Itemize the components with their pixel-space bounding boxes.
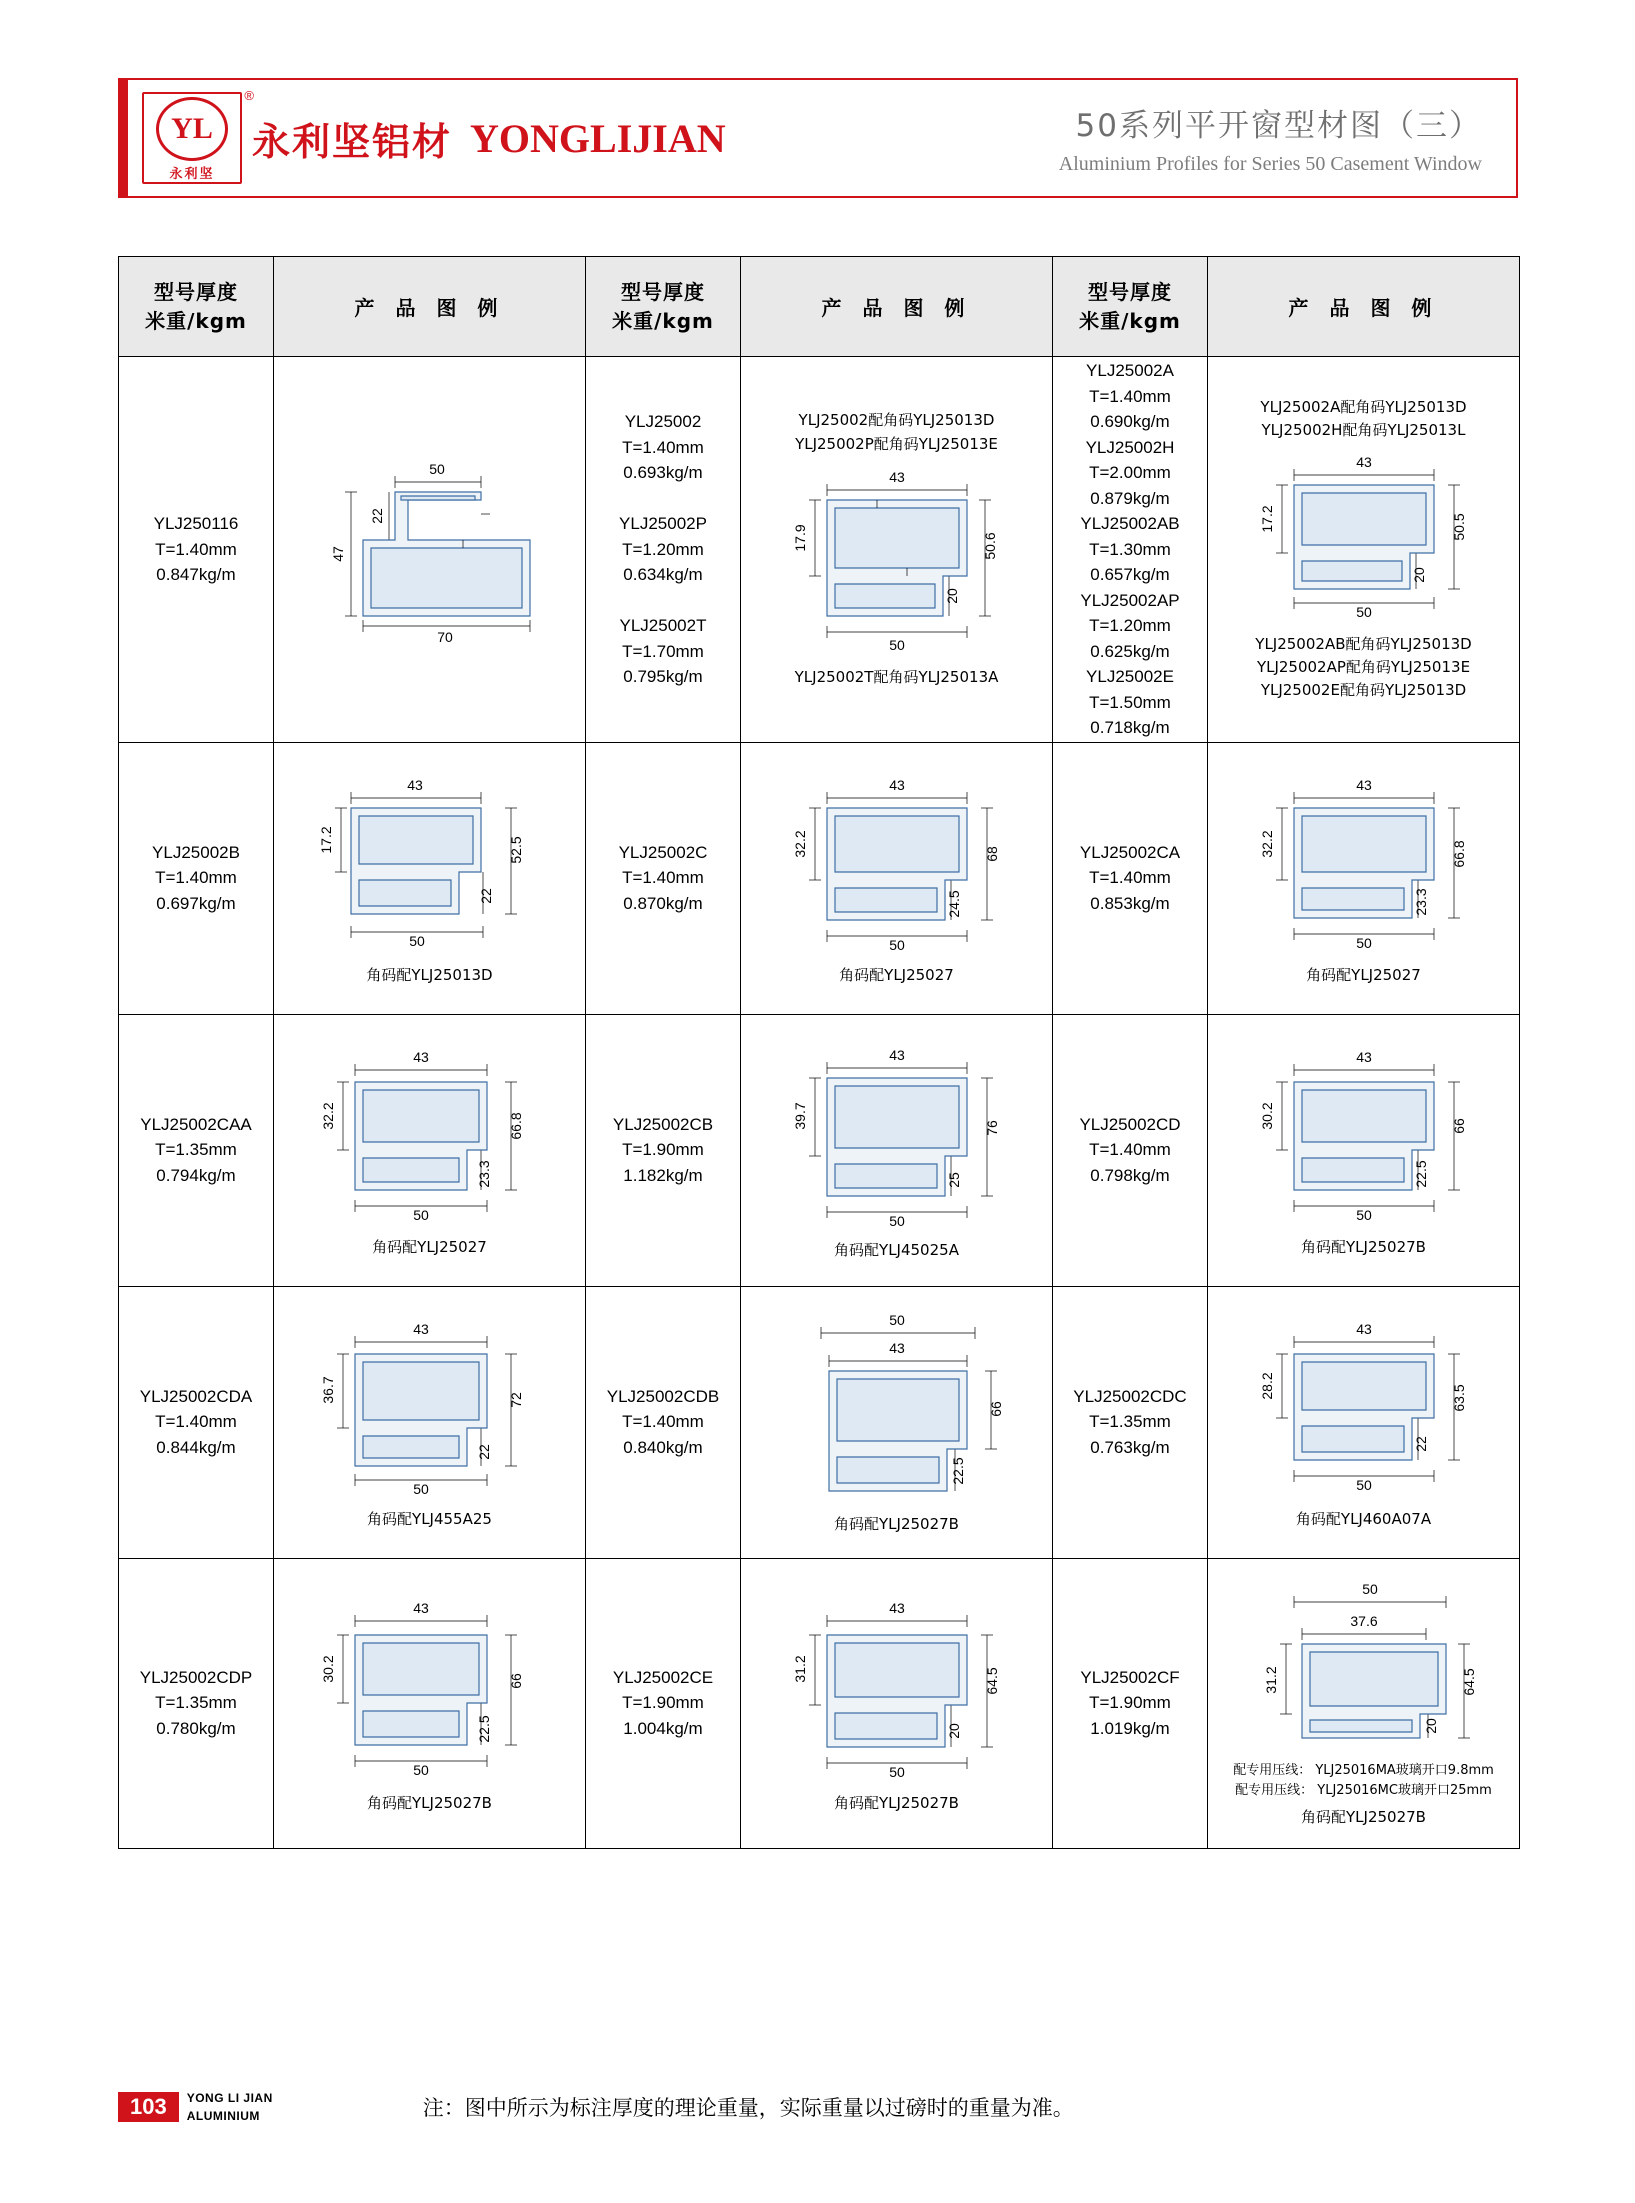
dimension-label: 70 [436,629,453,646]
dimension-label: 52.5 [507,836,524,864]
profile-figure [274,742,586,1014]
dimension-label: 43 [888,1340,905,1357]
column-header-spec: 型号厚度 米重/kgm [586,257,741,357]
dimension-label: 47 [329,546,346,563]
dimension-label: 22 [368,508,385,525]
profile-figure [741,1286,1053,1558]
column-header-spec: 型号厚度 米重/kgm [119,257,274,357]
page-header [118,78,1518,198]
dimension-label: 17.2 [317,826,334,854]
dimension-label: 66 [507,1673,524,1689]
profile-table [118,256,1520,1849]
table-header-row [119,257,1520,357]
column-header-figure: 产 品 图 例 [741,257,1053,357]
page-title: 50系列平开窗型材图（三） [1075,108,1482,144]
dimension-label: 50 [408,933,425,950]
fitting-note: YLJ25002T配角码YLJ25013A [794,667,999,686]
page-subtitle: Aluminium Profiles for Series 50 Casement Window [1058,153,1482,175]
profile-figure [274,1014,586,1286]
dimension-label: 43 [412,1321,429,1338]
profile-spec: YLJ25002B T=1.40mm 0.697kg/m [119,742,274,1014]
dimension-label: 43 [888,1046,905,1063]
fitting-note: 角码配YLJ25027B [834,1515,959,1534]
profile-spec: YLJ25002CD T=1.40mm 0.798kg/m [1053,1014,1208,1286]
fitting-note: 角码配YLJ25027 [372,1238,487,1257]
dimension-label: 39.7 [791,1102,808,1130]
footer-brand-line1: YONG LI JIAN [186,2091,273,2106]
profile-spec: YLJ25002CDA T=1.40mm 0.844kg/m [119,1286,274,1558]
profile-figure [741,1014,1053,1286]
profile-figure [274,1286,586,1558]
dimension-label: 50 [412,1761,429,1778]
profile-figure [274,357,586,743]
profile-spec: YLJ25002CE T=1.90mm 1.004kg/m [586,1558,741,1848]
logo-caption: 永利坚 [169,166,215,181]
profile-figure [741,357,1053,743]
profile-figure [1208,1558,1520,1848]
profile-spec: YLJ25002CDP T=1.35mm 0.780kg/m [119,1558,274,1848]
fitting-note: 角码配YLJ25027 [839,966,954,985]
dimension-label: 43 [412,1599,429,1616]
profile-figure [1208,1286,1520,1558]
dimension-label: 50 [888,1312,905,1329]
table-row [119,742,1520,1014]
dimension-label: 17.9 [791,524,808,552]
profile-spec: YLJ25002 T=1.40mm 0.693kg/m YLJ25002P T=1.20mm 0.634kg/m YLJ25002T T=1.70mm 0.795kg/m [586,357,741,743]
fitting-note: 角码配YLJ25027 [1306,966,1421,985]
profile-spec: YLJ25002C T=1.40mm 0.870kg/m [586,742,741,1014]
logo-monogram: YL [156,97,228,161]
fitting-note: 角码配YLJ460A07A [1295,1510,1432,1529]
profile-spec: YLJ25002CDC T=1.35mm 0.763kg/m [1053,1286,1208,1558]
profile-spec: YLJ25002CA T=1.40mm 0.853kg/m [1053,742,1208,1014]
dimension-label: 28.2 [1258,1372,1275,1400]
profile-figure [1208,742,1520,1014]
dimension-label: 17.2 [1258,505,1275,533]
dimension-label: 50 [888,636,905,653]
dimension-label: 24.5 [945,890,962,918]
dimension-label: 32.2 [1258,830,1275,858]
company-logo [142,88,254,184]
dimension-label: 43 [1355,777,1372,794]
footer-note: 注：图中所示为标注厚度的理论重量，实际重量以过磅时的重量为准。 [422,2096,1074,2120]
profile-figure [741,742,1053,1014]
column-header-spec: 型号厚度 米重/kgm [1053,257,1208,357]
dimension-label: 50 [412,1207,429,1224]
profile-spec: YLJ25002A T=1.40mm 0.690kg/m YLJ25002H T=2.00mm 0.879kg/m YLJ25002AB T=1.30mm 0.657kg/m YLJ25002AP T=1.20mm 0.625kg/m YLJ25002E T=1.50mm 0.718kg/m [1053,357,1208,743]
fitting-note: 角码配YLJ25013D [366,966,493,985]
dimension-label: 43 [412,1049,429,1066]
dimension-label: 50 [888,1212,905,1229]
registered-mark-icon: ® [244,88,254,103]
fitting-note: 角码配YLJ45025A [834,1240,959,1259]
dimension-label: 68 [983,846,1000,863]
glazing-note: 配专用压线： YLJ25016MA玻璃开口9.8mm 配专用压线： YLJ25016MC玻璃开口25mm [1233,1763,1494,1798]
dimension-label: 22.5 [475,1715,492,1743]
column-header-figure: 产 品 图 例 [1208,257,1520,357]
dimension-label: 66 [987,1401,1004,1418]
dimension-label: 30.2 [319,1655,336,1683]
brand-name-cn: 永利坚铝材 [252,119,453,164]
dimension-label: 50 [888,1763,905,1780]
dimension-label: 43 [888,777,905,794]
page-footer [118,2085,1518,2129]
dimension-label: 23.3 [475,1160,492,1188]
dimension-label: 20 [1410,566,1427,583]
profile-spec: YLJ25002CDB T=1.40mm 0.840kg/m [586,1286,741,1558]
header-accent-bar [118,80,128,196]
dimension-label: 64.5 [1460,1668,1477,1696]
page-number: 103 [118,2092,179,2122]
dimension-label: 43 [888,468,905,485]
fitting-note: YLJ25002AB配角码YLJ25013D YLJ25002AP配角码YLJ25013E YLJ25002E配角码YLJ25013D [1255,634,1472,700]
dimension-label: 22 [475,1444,492,1461]
dimension-label: 50 [428,461,445,478]
fitting-note: 角码配YLJ25027B [834,1793,959,1812]
profile-spec: YLJ25002CF T=1.90mm 1.019kg/m [1053,1558,1208,1848]
dimension-label: 50 [1355,1207,1372,1224]
dimension-label: 20 [1422,1718,1439,1735]
dimension-label: 72 [507,1392,524,1409]
profile-figure [741,1558,1053,1848]
profile-figure [274,1558,586,1848]
dimension-label: 50 [1355,603,1372,620]
fitting-note: 角码配YLJ25027B [1301,1808,1426,1827]
dimension-label: 43 [1355,1049,1372,1066]
dimension-label: 23.3 [1412,888,1429,916]
profile-spec: YLJ250116 T=1.40mm 0.847kg/m [119,357,274,743]
footer-brand-line2: ALUMINIUM [186,2109,260,2123]
dimension-label: 22.5 [949,1457,966,1485]
dimension-label: 20 [943,588,960,604]
dimension-label: 32.2 [319,1102,336,1130]
footer-brand [187,2089,273,2124]
dimension-label: 50 [1355,935,1372,952]
dimension-label: 63.5 [1450,1384,1467,1412]
dimension-label: 22 [477,888,494,905]
dimension-label: 43 [888,1599,905,1616]
profile-spec: YLJ25002CAA T=1.35mm 0.794kg/m [119,1014,274,1286]
dimension-label: 50.5 [1450,513,1467,541]
dimension-label: 30.2 [1258,1102,1275,1130]
table-row [119,1014,1520,1286]
dimension-label: 43 [1355,453,1372,470]
fitting-note: YLJ25002A配角码YLJ25013D YLJ25002H配角码YLJ25013L [1260,398,1467,440]
dimension-label: 20 [945,1723,962,1739]
profile-figure [1208,1014,1520,1286]
dimension-label: 36.7 [319,1376,336,1404]
dimension-label: 66.8 [1450,840,1467,868]
dimension-label: 32.2 [791,830,808,858]
fitting-note: 角码配YLJ25027B [367,1793,492,1812]
brand-name-en: YONGLIJIAN [470,115,726,161]
dimension-label: 76 [983,1120,1000,1136]
dimension-label: 64.5 [983,1667,1000,1695]
fitting-note: 角码配YLJ25027B [1301,1238,1426,1257]
dimension-label: 66.8 [507,1112,524,1140]
profile-figure [1208,357,1520,743]
profile-spec: YLJ25002CB T=1.90mm 1.182kg/m [586,1014,741,1286]
fitting-note: YLJ25002配角码YLJ25013D YLJ25002P配角码YLJ25013E [795,411,998,453]
table-row [119,1558,1520,1848]
dimension-label: 31.2 [1262,1666,1279,1694]
fitting-note: 角码配YLJ455A25 [367,1510,492,1529]
header-title-block [1059,100,1516,176]
dimension-label: 50.6 [981,532,998,560]
dimension-label: 31.2 [791,1655,808,1683]
brand-block [118,88,726,184]
dimension-label: 43 [406,777,423,794]
dimension-label: 22.5 [1412,1160,1429,1188]
dimension-label: 37.6 [1349,1613,1378,1630]
dimension-label: 25 [945,1172,962,1188]
table-row [119,357,1520,743]
dimension-label: 43 [1355,1321,1372,1338]
column-header-figure: 产 品 图 例 [274,257,586,357]
dimension-label: 22 [1412,1436,1429,1453]
dimension-label: 66 [1450,1118,1467,1135]
dimension-label: 50 [1355,1477,1372,1494]
table-row [119,1286,1520,1558]
dimension-label: 50 [888,937,905,954]
dimension-label: 50 [1361,1581,1378,1598]
dimension-label: 50 [412,1481,429,1498]
